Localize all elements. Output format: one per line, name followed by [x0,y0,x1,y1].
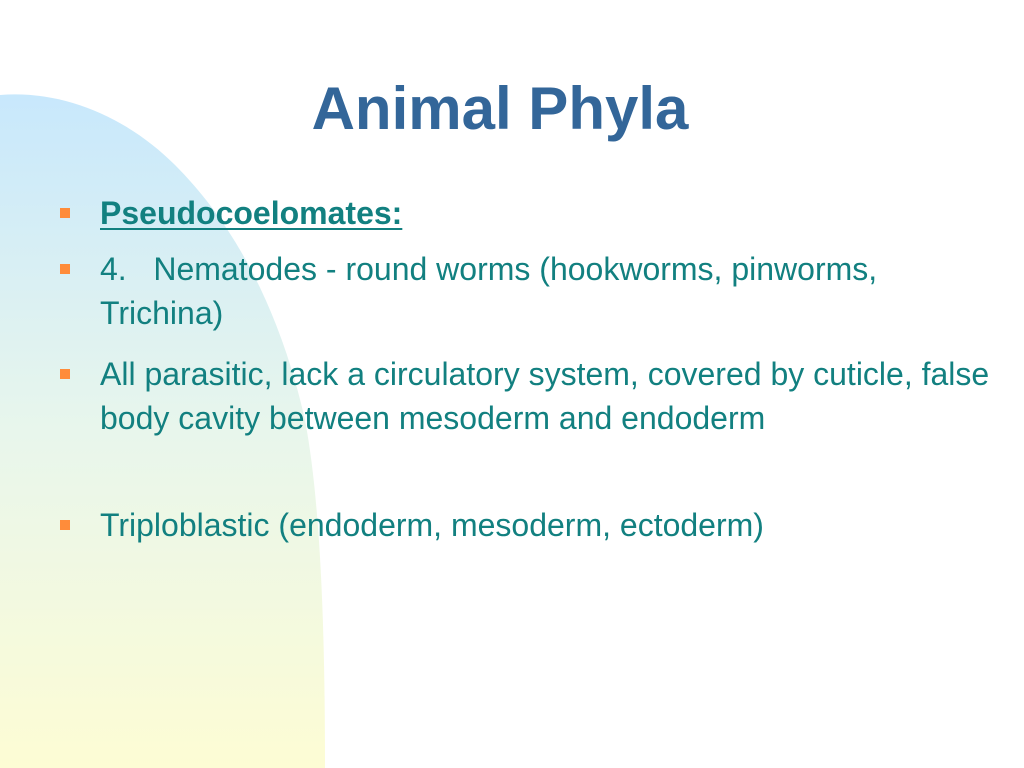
square-bullet-icon [60,264,70,274]
bullet-text: All parasitic, lack a circulatory system, covered by cuticle, false body cavity between mesoderm and endoderm [100,356,999,436]
bullet-heading-text: Pseudocoelomates: [100,195,403,231]
square-bullet-icon [60,369,70,379]
bullet-item [60,352,999,440]
slide-title: Animal Phyla [311,75,689,142]
bullet-text: 4. Nematodes - round worms (hookworms, pinworms, Trichina) [100,251,886,331]
bullet-item [60,247,990,335]
square-bullet-icon [60,208,70,218]
bullet-item [60,503,990,547]
square-bullet-icon [60,520,70,530]
bullet-text: Triploblastic (endoderm, mesoderm, ectoderm) [100,507,764,543]
bullet-item [60,191,990,235]
